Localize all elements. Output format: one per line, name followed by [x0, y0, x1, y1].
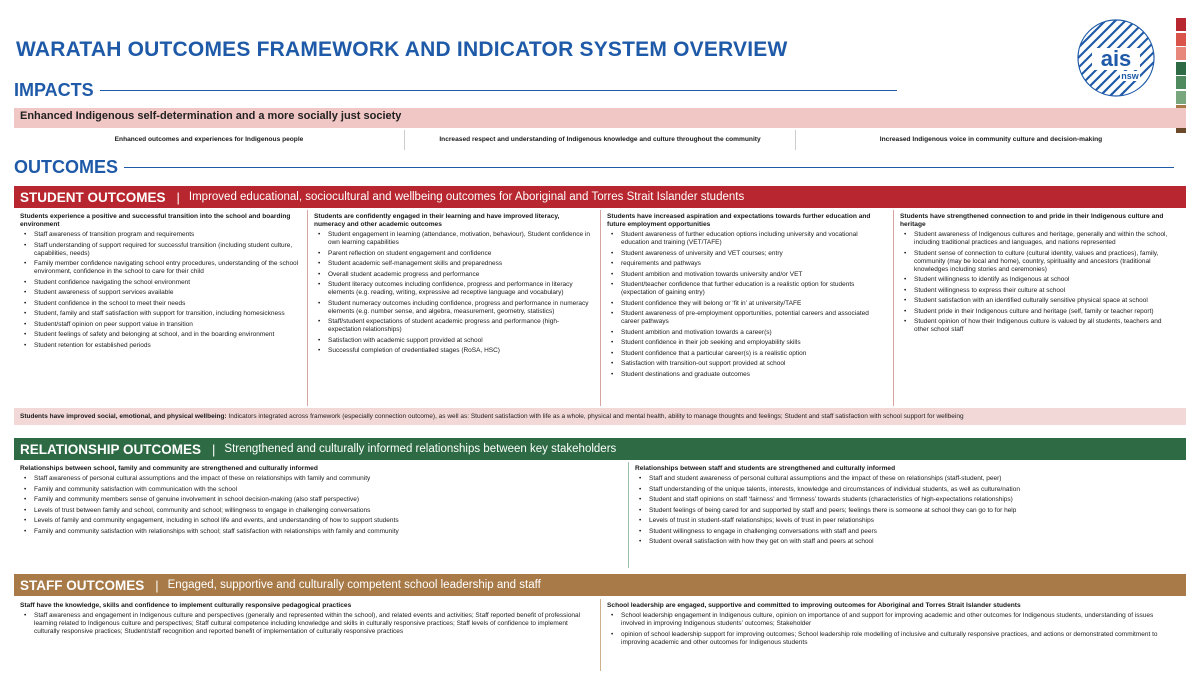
staff-outcomes-subtitle: Engaged, supportive and culturally competent school leadership and staff [167, 579, 541, 591]
indicator-list [20, 231, 299, 349]
indicator-item: • Student willingness to engage in challenging conversations with staff and peers [649, 528, 1178, 536]
color-swatch [1176, 33, 1186, 46]
relationship-column [628, 462, 1186, 568]
student-outcome-columns [14, 210, 1186, 406]
indicator-item: • Student opinion of how their Indigenous culture is valued by all students, teachers and other school staff [914, 318, 1178, 334]
indicator-item: • Student pride in their Indigenous culture and heritage (self, family or teacher report) [914, 308, 1178, 316]
indicator-item: • Student, family and staff satisfaction with support for transition, including homesickness [34, 310, 299, 318]
indicator-item: • requirements and pathways [621, 260, 885, 268]
wellbeing-heading: Students have improved social, emotional, and physical wellbeing: [20, 413, 227, 420]
indicator-item: • Student ambition and motivation towards a career(s) [621, 329, 885, 337]
indicator-item: • Student retention for established periods [34, 342, 299, 350]
impact-headline-bar [14, 108, 1186, 128]
indicator-item: • Successful completion of credentialled stages (RoSA, HSC) [328, 347, 592, 355]
column-heading: Students have strengthened connection to and pride in their Indigenous culture and heritage [900, 213, 1164, 229]
color-swatch [1176, 91, 1186, 104]
separator: | [176, 189, 180, 205]
impact-item: Enhanced outcomes and experiences for Indigenous people [14, 130, 405, 150]
indicator-list [20, 612, 592, 636]
student-outcomes-title: STUDENT OUTCOMES [20, 189, 166, 205]
indicator-item: • Family and community satisfaction with communication with the school [34, 486, 620, 494]
relationship-outcomes-subtitle: Strengthened and culturally informed relationships between key stakeholders [224, 443, 617, 455]
indicator-item: • Student willingness to express their culture at school [914, 287, 1178, 295]
indicator-item: • Satisfaction with transition-out support provided at school [621, 360, 885, 368]
student-column [307, 210, 600, 406]
indicator-item: • Student awareness of support services available [34, 289, 299, 297]
column-heading: Students experience a positive and successful transition into the school and boarding environment [20, 213, 291, 229]
impacts-label: IMPACTS [14, 80, 94, 100]
indicator-item: • Family member confidence navigating school entry procedures, understanding of the school environment, confidence in the school to care for their child [34, 260, 299, 276]
outcomes-heading [14, 157, 1174, 178]
indicator-item: • Student sense of connection to culture (cultural identity, values and practices), family, community (may be local and home), country, spirituality and ancestors (traditional knowledges including stories and ceremonies) [914, 250, 1178, 274]
ais-nsw-logo [1072, 14, 1160, 102]
indicator-item: • Student numeracy outcomes including confidence, progress and performance in numeracy elements (e.g. number sense, and algebra, measurement, geometry, statistics) [328, 300, 592, 316]
indicator-item: • Student confidence in the school to meet their needs [34, 300, 299, 308]
student-column [14, 210, 307, 406]
color-swatch [1176, 76, 1186, 89]
relationship-outcomes-band [14, 438, 1186, 460]
indicator-item: • Student feelings of being cared for and supported by staff and peers; feelings there is someone at school they can go to for help [649, 507, 1178, 515]
staff-column [600, 599, 1186, 671]
indicator-item: • Student willingness to identify as Indigenous at school [914, 276, 1178, 284]
column-heading: Students have increased aspiration and expectations towards further education and future employment opportunities [607, 213, 871, 229]
impacts-rule [100, 90, 897, 91]
indicator-list [635, 475, 1178, 546]
indicator-item: • Student awareness of university and VET courses; entry [621, 250, 885, 258]
indicator-item: • Student awareness of further education options including university and vocational education and training (VET/TAFE) [621, 231, 885, 247]
column-heading: Staff have the knowledge, skills and confidence to implement culturally responsive pedagogical practices [20, 602, 352, 609]
indicator-item: • Student/staff opinion on peer support value in transition [34, 321, 299, 329]
indicator-item: • Parent reflection on student engagement and confidence [328, 250, 592, 258]
staff-outcomes-band [14, 574, 1186, 596]
impacts-heading [14, 80, 897, 101]
staff-outcome-columns [14, 599, 1186, 671]
student-column [893, 210, 1186, 406]
color-swatch [1176, 47, 1186, 60]
impact-item: Increased Indigenous voice in community culture and decision-making [879, 136, 1103, 143]
indicator-item: • Student confidence they will belong or ‘fit in’ at university/TAFE [621, 300, 885, 308]
column-heading: Relationships between staff and students are strengthened and culturally informed [635, 465, 896, 472]
student-outcomes-subtitle: Improved educational, sociocultural and wellbeing outcomes for Aboriginal and Torres Strait Islander students [188, 191, 745, 203]
impact-items [14, 130, 1186, 150]
student-column [600, 210, 893, 406]
indicator-item: • Student satisfaction with an identified culturally sensitive physical space at school [914, 297, 1178, 305]
indicator-item: • Student/teacher confidence that further education is a realistic option for students (expectation of gaining entry) [621, 281, 885, 297]
separator: | [212, 441, 216, 457]
indicator-item: • Student academic self-management skills and preparedness [328, 260, 592, 268]
separator: | [155, 577, 159, 593]
indicator-item: • Student confidence in their job seeking and employability skills [621, 339, 885, 347]
page-title: WARATAH OUTCOMES FRAMEWORK AND INDICATOR SYSTEM OVERVIEW [16, 38, 788, 61]
outcomes-rule [124, 167, 1174, 168]
indicator-item: • Staff understanding of support required for successful transition (including student culture, capabilities, needs) [34, 242, 299, 258]
relationship-outcomes-title: RELATIONSHIP OUTCOMES [20, 441, 202, 457]
svg-text:nsw: nsw [1121, 71, 1139, 81]
impact-headline: Enhanced Indigenous self-determination and a more socially just society [20, 110, 402, 122]
color-swatch [1176, 18, 1186, 31]
relationship-column [14, 462, 628, 568]
impact-item: Increased respect and understanding of Indigenous knowledge and culture throughout the community [405, 130, 796, 150]
wellbeing-note [14, 408, 1186, 425]
indicator-item: • Student feelings of safety and belonging at school, and in the boarding environment [34, 331, 299, 339]
student-outcomes-band [14, 186, 1186, 208]
indicator-list [607, 231, 885, 378]
indicator-item: • opinion of school leadership support for improving outcomes; School leadership role modelling of inclusive and culturally responsive practices, and actions or demonstrated commitment to improving academic and other outcomes for Indigenous students [621, 631, 1178, 647]
indicator-list [607, 612, 1178, 646]
indicator-item: • Satisfaction with academic support provided at school [328, 337, 592, 345]
indicator-item: • Staff/student expectations of student academic progress and performance (high-expectation relationships) [328, 318, 592, 334]
wellbeing-text: Indicators integrated across framework (especially connection outcome), as well as: Student satisfaction with life as a whole, physical and mental health, ability to manage thoughts and feelings; Student and staff satisfaction with school support for wellbeing [226, 413, 964, 420]
indicator-item: • Staff awareness of personal cultural assumptions and the impact of these on relationships with family and community [34, 475, 620, 483]
indicator-item: • Family and community satisfaction with relationships with school; staff satisfaction with relationships with family and community [34, 528, 620, 536]
indicator-item: • Student awareness of pre-employment opportunities, potential careers and associated career pathways [621, 310, 885, 326]
indicator-item: • Student engagement in learning (attendance, motivation, behaviour), Student confidence in own learning capabilities [328, 231, 592, 247]
indicator-item: • School leadership engagement in Indigenous culture, opinion on importance of and support for improving academic and other outcomes for Indigenous students, understanding of issues involved in improving Indigenous students’ outcomes; Stakeholder [621, 612, 1178, 628]
staff-column [14, 599, 600, 671]
color-swatch [1176, 62, 1186, 75]
indicator-item: • Levels of trust in student-staff relationships; levels of trust in peer relationships [649, 517, 1178, 525]
column-heading: Relationships between school, family and community are strengthened and culturally informed [20, 465, 318, 472]
indicator-item: • Student confidence navigating the school environment [34, 279, 299, 287]
column-heading: Students are confidently engaged in their learning and have improved literacy, numeracy and other academic outcomes [314, 213, 560, 229]
indicator-item: • Student overall satisfaction with how they get on with staff and peers at school [649, 538, 1178, 546]
indicator-item: • Student destinations and graduate outcomes [621, 371, 885, 379]
indicator-item: • Student literacy outcomes including confidence, progress and performance in literacy elements (e.g. reading, writing, expressive ad receptive language and vocabulary) [328, 281, 592, 297]
indicator-item: • Student ambition and motivation towards university and/or VET [621, 271, 885, 279]
indicator-item: • Family and community members sense of genuine involvement in school decision-making (also staff perspective) [34, 496, 620, 504]
indicator-item: • Levels of family and community engagement, including in school life and events, and understanding of how to support students [34, 517, 620, 525]
indicator-item: • Staff awareness and engagement in Indigenous culture and perspectives (generally and represented within the school), and related events and activities; Staff reported benefit of professional learning related to Indigenous culture and perspectives; Staff cultural competence including knowledge and skills in culturally responsive practices; Staff levels of confidence to implement culturally responsive practices; Student/staff recognition and reported benefit of implementation of culturally responsive practices [34, 612, 592, 636]
indicator-list [20, 475, 620, 535]
indicator-item: • Student confidence that a particular career(s) is a realistic option [621, 350, 885, 358]
indicator-item: • Levels of trust between family and school, community and school; willingness to engage in challenging conversations [34, 507, 620, 515]
outcomes-label: OUTCOMES [14, 157, 119, 177]
staff-outcomes-title: STAFF OUTCOMES [20, 577, 145, 593]
indicator-item: • Staff awareness of transition program and requirements [34, 231, 299, 239]
svg-text:ais: ais [1100, 46, 1132, 71]
relationship-outcome-columns [14, 462, 1186, 568]
indicator-list [314, 231, 592, 355]
indicator-list [900, 231, 1178, 334]
indicator-item: • Student and staff opinions on staff ‘fairness’ and ‘firmness’ towards students (characteristics of high-expectations relationships) [649, 496, 1178, 504]
indicator-item: • Overall student academic progress and performance [328, 271, 592, 279]
indicator-item: • Student awareness of Indigenous cultures and heritage, generally and within the school, including traditional practices and languages, and nations represented [914, 231, 1178, 247]
indicator-item: • Staff and student awareness of personal cultural assumptions and the impact of these on relationships (staff-student, peer) [649, 475, 1178, 483]
indicator-item: • Staff understanding of the unique talents, interests, knowledge and circumstances of individual students, as well as culture/nation [649, 486, 1178, 494]
column-heading: School leadership are engaged, supportive and committed to improving outcomes for Aboriginal and Torres Strait Islander students [607, 602, 1021, 609]
